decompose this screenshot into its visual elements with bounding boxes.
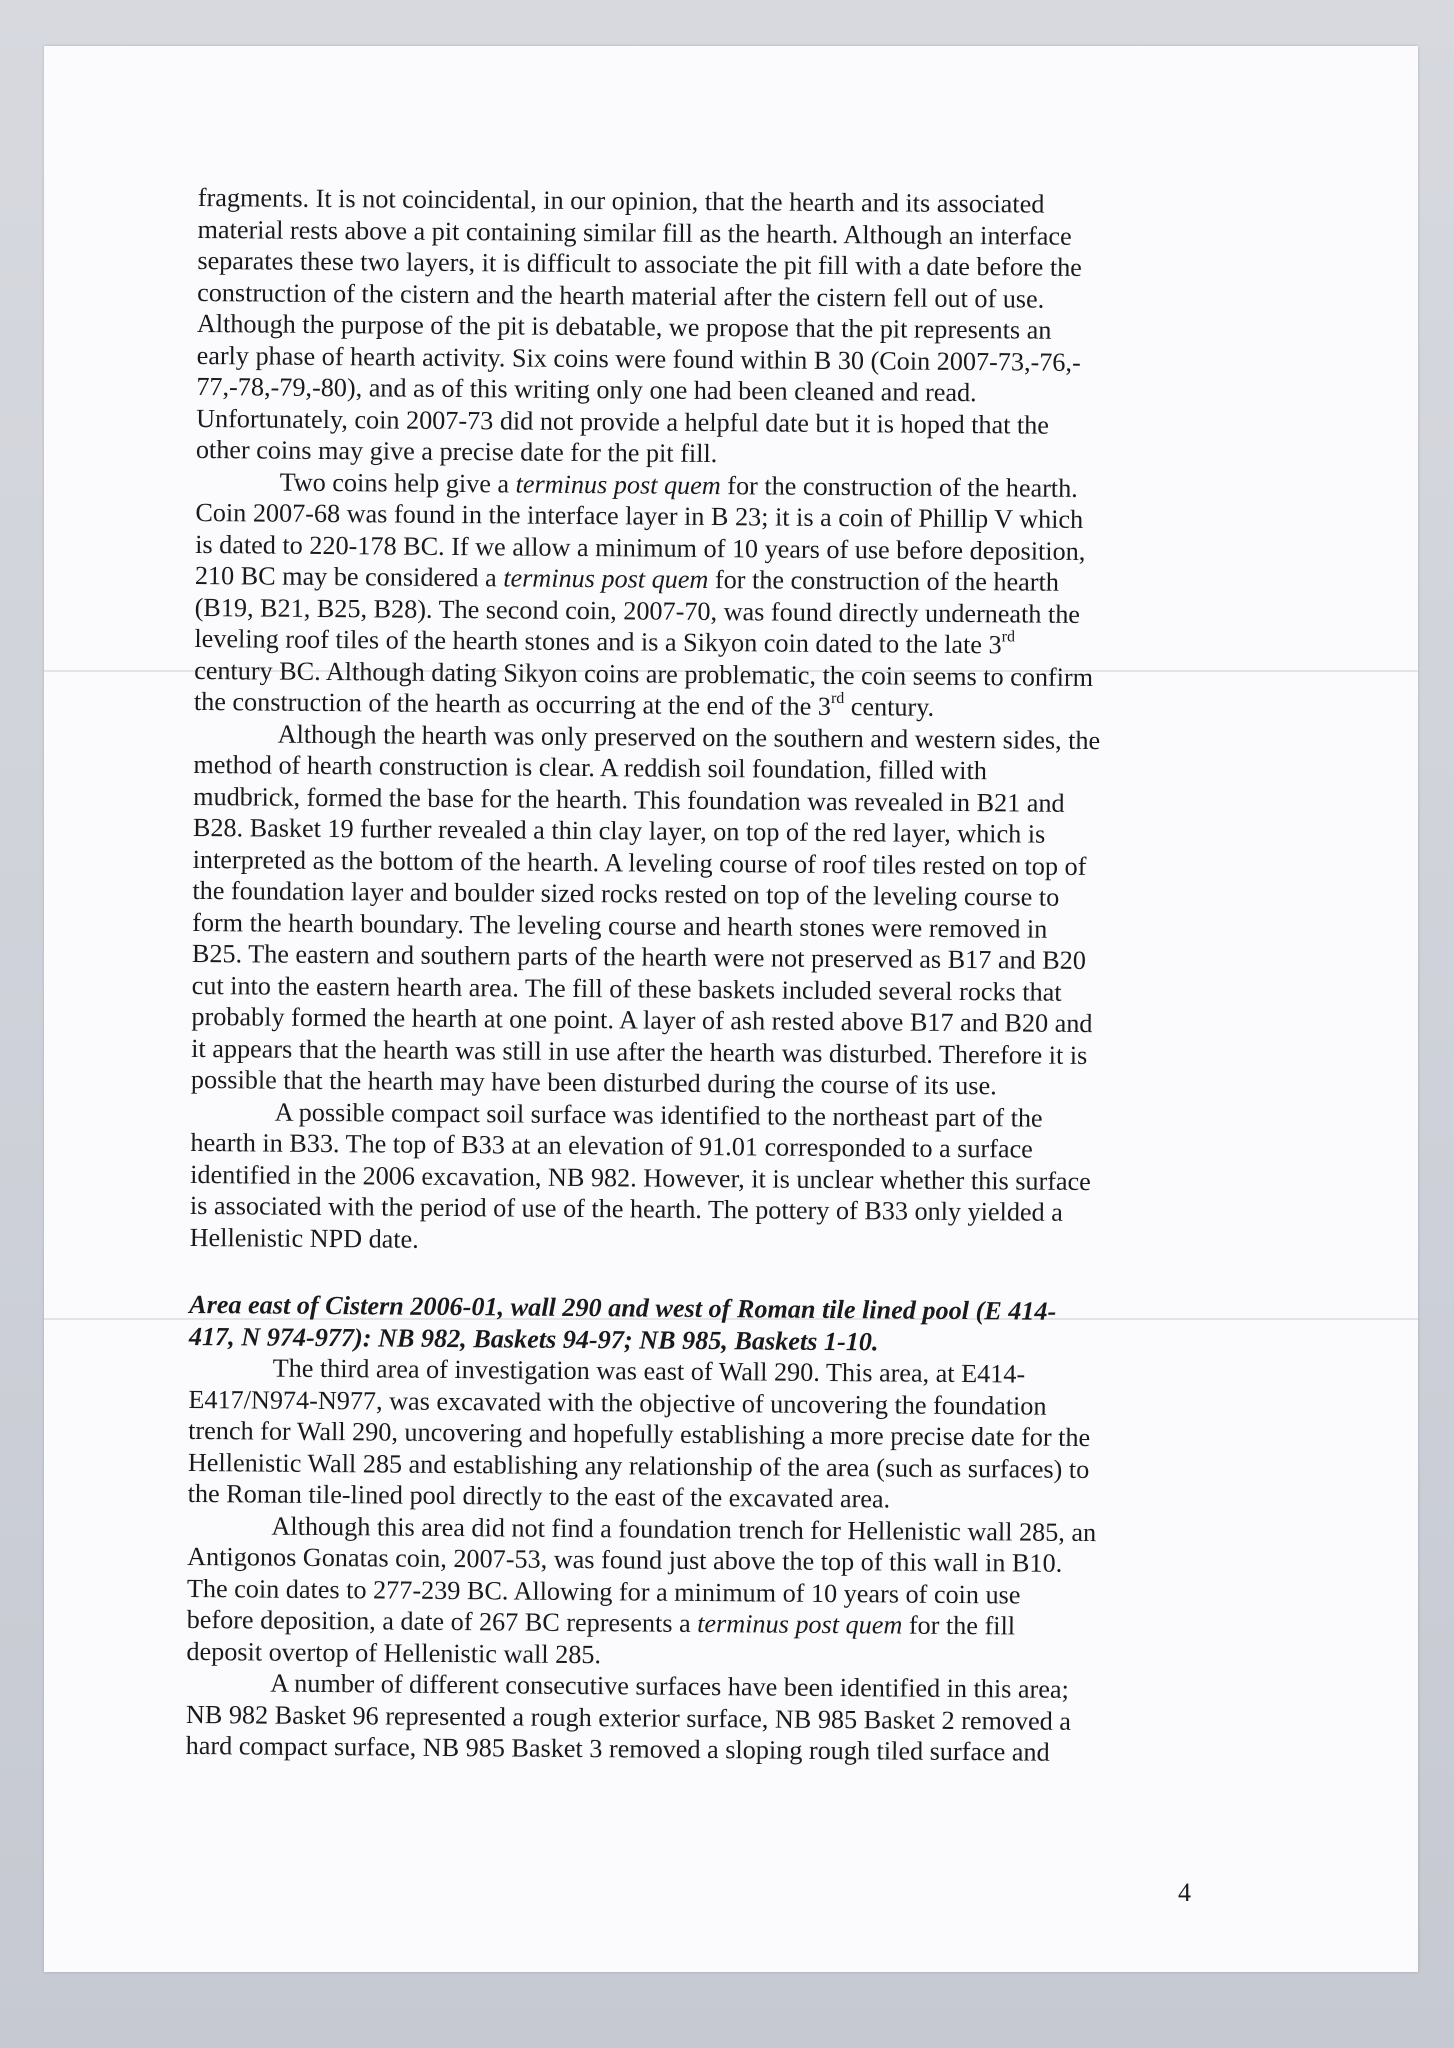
text-line: the Roman tile-lined pool directly to the east of the excavated area. xyxy=(187,1478,891,1514)
text-line: interpreted as the bottom of the hearth. A leveling course of roof tiles rested on top of xyxy=(192,844,1087,881)
text-line: mudbrick, formed the base for the hearth. This foundation was revealed in B21 and xyxy=(193,781,1065,818)
text-line: construction of the cistern and the hearth material after the cistern fell out of use. xyxy=(197,277,1045,314)
paragraph-pit-fill xyxy=(196,182,1204,473)
paragraph-third-area xyxy=(188,1352,1195,1517)
text-line: Antigonos Gonatas coin, 2007-53, was found just above the top of this wall in B10. xyxy=(187,1541,1063,1578)
text-line: hard compact surface, NB 985 Basket 3 removed a sloping rough tiled surface and xyxy=(185,1730,1050,1767)
heading-line: Area east of Cistern 2006-01, wall 290 and west of Roman tile lined pool (E 414- xyxy=(189,1289,1057,1326)
text-line: it appears that the hearth was still in use after the hearth was disturbed. Therefore it is xyxy=(191,1033,1088,1070)
document-body xyxy=(186,182,1204,1769)
text-run: century. xyxy=(844,692,935,722)
text-line: NB 982 Basket 96 represented a rough exterior surface, NB 985 Basket 2 removed a xyxy=(185,1699,1072,1736)
text-run: for the construction of the hearth xyxy=(708,565,1060,597)
text-run: for the fill xyxy=(902,1610,1016,1641)
heading-line: 417, N 974-977): NB 982, Baskets 94-97; NB 985, Baskets 1-10. xyxy=(188,1321,879,1356)
text-line: material rests above a pit containing similar fill as the hearth. Although an interface xyxy=(197,214,1072,251)
text-line: The third area of investigation was east of Wall 290. This area, at E414- xyxy=(272,1353,1026,1389)
text-line: Hellenistic NPD date. xyxy=(189,1222,419,1254)
paragraph-hearth-construction xyxy=(191,717,1200,1103)
italic-term: terminus post quem xyxy=(697,1608,903,1640)
section-heading xyxy=(189,1289,1195,1360)
text-line: trench for Wall 290, uncovering and hopefully establishing a more precise date for the xyxy=(188,1415,1091,1453)
ordinal-superscript: rd xyxy=(1001,628,1016,646)
text-line: fragments. It is not coincidental, in our opinion, that the hearth and its associated xyxy=(197,182,1045,219)
text-line: B25. The eastern and southern parts of the hearth were not preserved as B17 and B20 xyxy=(191,938,1087,975)
text-line: separates these two layers, it is difficult to associate the pit fill with a date before the xyxy=(197,245,1083,282)
text-run: leveling roof tiles of the hearth stones and is a Sikyon coin dated to the late 3 xyxy=(194,623,1002,660)
text-line: The coin dates to 277-239 BC. Allowing for a minimum of 10 years of coin use xyxy=(186,1573,1021,1610)
text-line: A possible compact soil surface was identified to the northeast part of the xyxy=(274,1097,1043,1133)
text-line: cut into the eastern hearth area. The fill of these baskets included several rocks that xyxy=(191,970,1062,1007)
text-line: deposit overtop of Hellenistic wall 285. xyxy=(186,1636,602,1669)
text-line: Hellenistic Wall 285 and establishing any relationship of the area (such as surfaces) to xyxy=(187,1447,1090,1484)
text-line: A number of different consecutive surfaces have been identified in this area; xyxy=(270,1668,1069,1704)
text-run: before deposition, a date of 267 BC represents a xyxy=(186,1604,698,1638)
text-line: Coin 2007-68 was found in the interface layer in B 23; it is a coin of Phillip V which xyxy=(195,497,1084,534)
text-line: method of hearth construction is clear. A reddish soil foundation, filled with xyxy=(193,749,987,786)
text-run: for the construction of the hearth. xyxy=(720,470,1078,503)
text-line: Although this area did not find a foundation trench for Hellenistic wall 285, an xyxy=(271,1511,1097,1547)
text-line: early phase of hearth activity. Six coins were found within B 30 (Coin 2007-73,-76,- xyxy=(196,340,1081,377)
text-line: other coins may give a precise date for the pit fill. xyxy=(195,434,718,469)
text-line: identified in the 2006 excavation, NB 982. However, it is unclear whether this surface xyxy=(190,1159,1091,1196)
text-line: Although the hearth was only preserved on the southern and western sides, the xyxy=(277,719,1101,755)
text-run: the construction of the hearth as occurring at the end of the 3 xyxy=(193,686,832,721)
text-line: Unfortunately, coin 2007-73 did not provide a helpful date but it is hoped that the xyxy=(196,403,1050,440)
text-line: is dated to 220-178 BC. If we allow a minimum of 10 years of use before deposition, xyxy=(195,529,1086,566)
italic-term: terminus post quem xyxy=(503,563,709,595)
page-number: 4 xyxy=(1178,1878,1191,1907)
text-line: possible that the hearth may have been disturbed during the course of its use. xyxy=(190,1064,997,1101)
text-line: form the hearth boundary. The leveling course and hearth stones were removed in xyxy=(192,907,1048,944)
paragraph-coins-terminus xyxy=(194,465,1202,725)
paragraph-compact-surface xyxy=(190,1095,1197,1260)
text-line: 77,-78,-79,-80), and as of this writing only one had been cleaned and read. xyxy=(196,371,977,408)
text-line: is associated with the period of use of the hearth. The pottery of B33 only yielded a xyxy=(189,1190,1063,1227)
text-line: Although the purpose of the pit is debatable, we propose that the pit represents an xyxy=(196,308,1052,345)
text-line: probably formed the hearth at one point. A layer of ash rested above B17 and B20 and xyxy=(191,1001,1093,1039)
ordinal-superscript: rd xyxy=(830,690,845,708)
paragraph-consecutive-surfaces xyxy=(186,1667,1193,1769)
text-line: B28. Basket 19 further revealed a thin clay layer, on top of the red layer, which is xyxy=(192,812,1046,849)
paragraph-antigonos-coin xyxy=(186,1509,1193,1674)
text-line: E417/N974-N977, was excavated with the objective of uncovering the foundation xyxy=(188,1384,1047,1421)
text-line: hearth in B33. The top of B33 at an elevation of 91.01 corresponded to a surface xyxy=(190,1127,1033,1164)
text-run: 210 BC may be considered a xyxy=(194,560,504,593)
text-line: century BC. Although dating Sikyon coins are problematic, the coin seems to confirm xyxy=(194,655,1094,692)
text-run: Two coins help give a xyxy=(279,467,516,499)
text-line: the foundation layer and boulder sized rocks rested on top of the leveling course to xyxy=(192,875,1060,912)
text-line: (B19, B21, B25, B28). The second coin, 2007-70, was found directly underneath the xyxy=(194,592,1081,629)
italic-term: terminus post quem xyxy=(515,469,721,500)
